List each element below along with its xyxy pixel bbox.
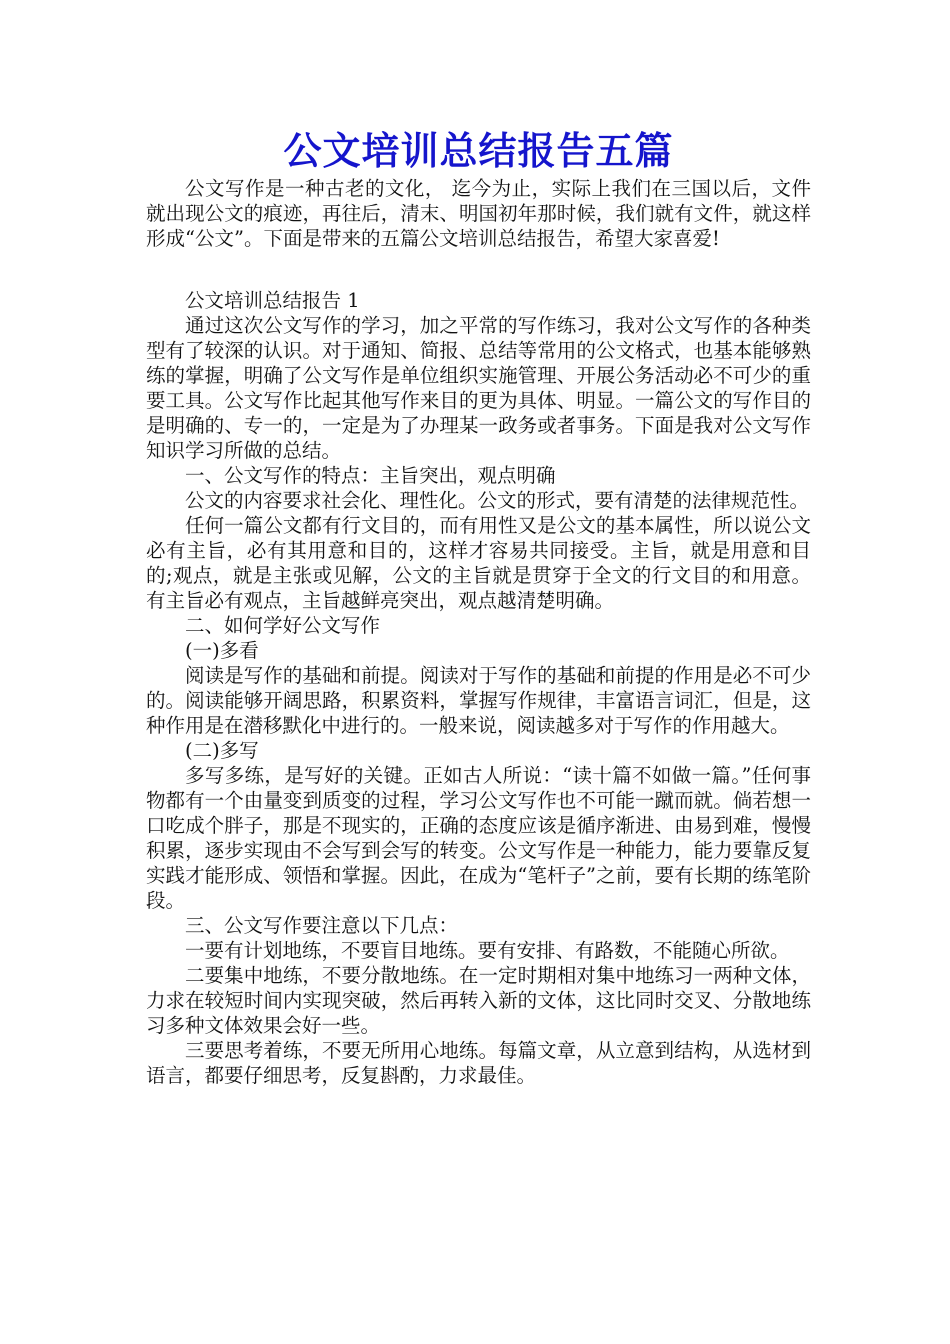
body-paragraph: 多写多练，是写好的关键。正如古人所说：“读十篇不如做一篇。”任何事物都有一个由量变到质变的过程，学习公文写作也不可能一蹴而就。倘若想一口吃成个胖子，那是不现实的，正确的态度应该是循序渐进、由易到难，慢慢积累，逐步实现由不会写到会写的转变。公文写作是一种能力，能力要靠反复实践才能形成、领悟和掌握。因此，在成为“笔杆子”之前，要有长期的练笔阶段。 bbox=[146, 764, 811, 912]
subsection-heading: 二、如何学好公文写作 bbox=[185, 614, 381, 637]
intro-paragraph: 公文写作是一种古老的文化， 迄今为止，实际上我们在三国以后，文件就出现公文的痕迹，再往后，清末、明国初年那时候，我们就有文件，就这样形成“公文”。下面是带来的五篇公文培训总结报告，希望大家喜爱! bbox=[146, 177, 811, 250]
blank-line bbox=[146, 251, 811, 276]
subsection-heading: 一、公文写作的特点：主旨突出，观点明确 bbox=[185, 464, 556, 487]
body-paragraph: 任何一篇公文都有行文目的，而有用性又是公文的基本属性，所以说公文必有主旨，必有其用意和目的，这样才容易共同接受。主旨，就是用意和目的;观点，就是主张或见解，公文的主旨就是贯穿于全文的行文目的和用意。有主旨必有观点，主旨越鲜亮突出，观点越清楚明确。 bbox=[146, 514, 811, 612]
document-title: 公文培训总结报告五篇 bbox=[283, 128, 674, 173]
body-paragraph: 阅读是写作的基础和前提。阅读对于写作的基础和前提的作用是必不可少的。阅读能够开阔思路，积累资料，掌握写作规律，丰富语言词汇，但是，这种作用是在潜移默化中进行的。一般来说，阅读越多对于写作的作用越大。 bbox=[146, 664, 811, 737]
body-paragraph: 三要思考着练，不要无所用心地练。每篇文章，从立意到结构，从选材到语言，都要仔细思考，反复斟酌，力求最佳。 bbox=[146, 1039, 811, 1087]
document-page bbox=[146, 126, 811, 1088]
body-paragraph: 一要有计划地练，不要盲目地练。要有安排、有路数，不能随心所欲。 bbox=[185, 939, 790, 962]
body-paragraph: 公文的内容要求社会化、理性化。公文的形式，要有清楚的法律规范性。 bbox=[185, 489, 810, 512]
subsection-heading: (二)多写 bbox=[185, 739, 259, 762]
section-heading: 公文培训总结报告 1 bbox=[185, 289, 360, 312]
body-paragraph: 二要集中地练，不要分散地练。在一定时期相对集中地练习一两种文体，力求在较短时间内实现突破，然后再转入新的文体，这比同时交叉、分散地练习多种文体效果会好一些。 bbox=[146, 964, 811, 1037]
blank-line-small bbox=[146, 276, 811, 288]
subsection-heading: (一)多看 bbox=[185, 639, 259, 662]
body-paragraph: 通过这次公文写作的学习，加之平常的写作练习，我对公文写作的各种类型有了较深的认识。对于通知、简报、总结等常用的公文格式，也基本能够熟练的掌握，明确了公文写作是单位组织实施管理、开展公务活动必不可少的重要工具。公文写作比起其他写作来目的更为具体、明显。一篇公文的写作目的是明确的、专一的，一定是为了办理某一政务或者事务。下面是我对公文写作知识学习所做的总结。 bbox=[146, 314, 811, 462]
subsection-heading: 三、公文写作要注意以下几点： bbox=[185, 914, 459, 937]
